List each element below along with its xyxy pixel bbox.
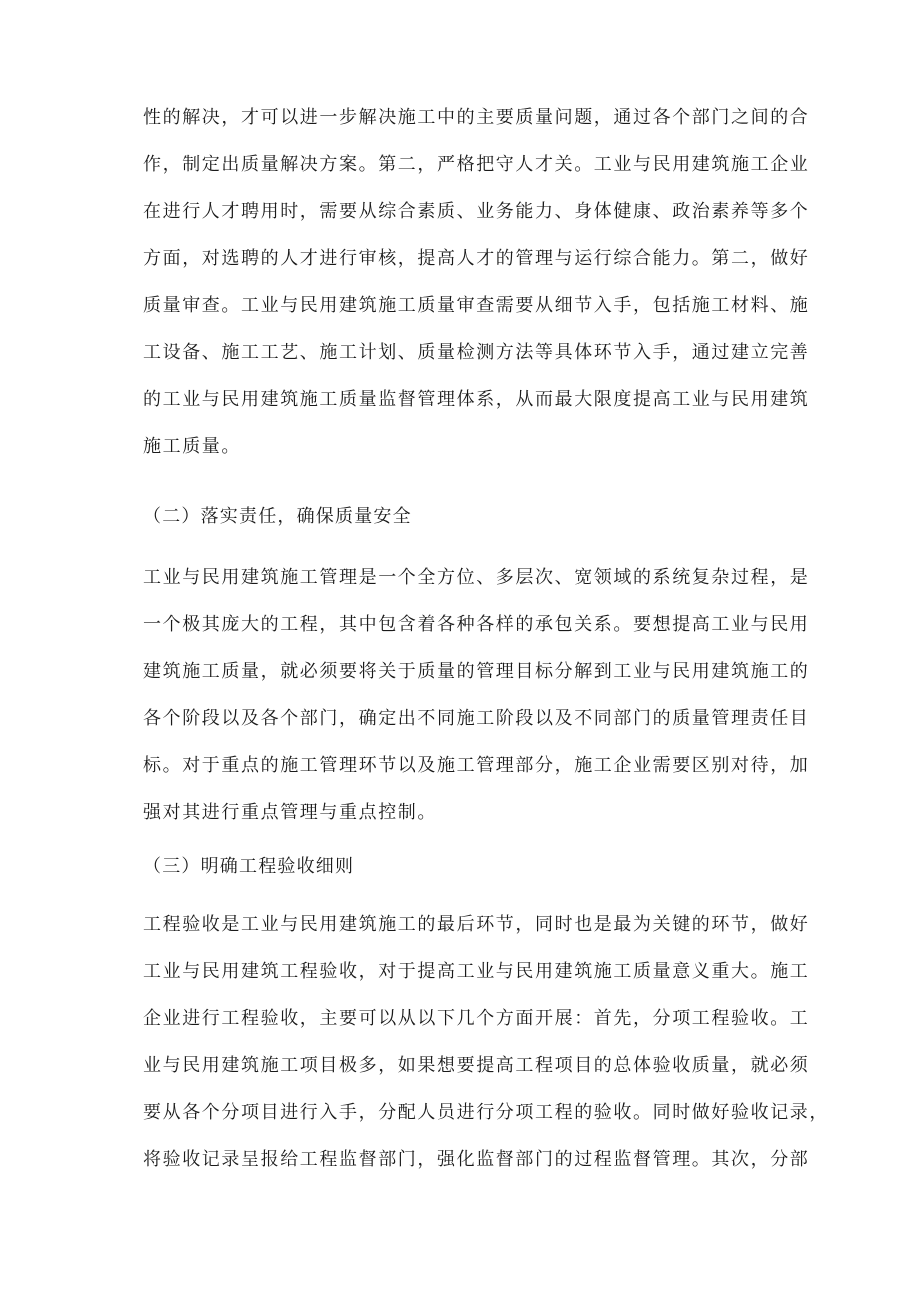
paragraph-line: 业与民用建筑施工项目极多，如果想要提高工程项目的总体验收质量，就必须 [143, 1055, 810, 1076]
paragraph-line: 强对其进行重点管理与重点控制。 [143, 802, 437, 823]
paragraph-line: 一个极其庞大的工程，其中包含着各种各样的承包关系。要想提高工业与民用 [143, 614, 810, 635]
paragraph-line: 在进行人才聘用时，需要从综合素质、业务能力、身体健康、政治素养等多个 [143, 201, 810, 222]
paragraph-line: 工程验收是工业与民用建筑施工的最后环节，同时也是最为关键的环节，做好 [143, 914, 810, 935]
paragraph-line: 工设备、施工工艺、施工计划、质量检测方法等具体环节入手，通过建立完善 [143, 342, 810, 363]
paragraph-line: 作，制定出质量解决方案。第二，严格把守人才关。工业与民用建筑施工企业 [143, 154, 810, 175]
paragraph-line: 将验收记录呈报给工程监督部门，强化监督部门的过程监督管理。其次，分部 [143, 1149, 810, 1170]
paragraph-line: 标。对于重点的施工管理环节以及施工管理部分，施工企业需要区别对待，加 [143, 755, 810, 776]
section-heading-3: （三）明确工程验收细则 [143, 856, 355, 877]
paragraph-line: 企业进行工程验收，主要可以从以下几个方面开展：首先，分项工程验收。工 [143, 1008, 810, 1029]
paragraph-line: 施工质量。 [143, 436, 241, 457]
paragraph-line: 要从各个分项目进行入手，分配人员进行分项工程的验收。同时做好验收记录， [143, 1102, 829, 1123]
paragraph-line: 的工业与民用建筑施工质量监督管理体系，从而最大限度提高工业与民用建筑 [143, 389, 810, 410]
paragraph-line: 工业与民用建筑工程验收，对于提高工业与民用建筑施工质量意义重大。施工 [143, 961, 810, 982]
paragraph-line: 建筑施工质量，就必须要将关于质量的管理目标分解到工业与民用建筑施工的 [143, 661, 810, 682]
section-heading-2: （二）落实责任，确保质量安全 [143, 506, 412, 527]
paragraph-line: 工业与民用建筑施工管理是一个全方位、多层次、宽领域的系统复杂过程，是 [143, 567, 810, 588]
paragraph-line: 质量审查。工业与民用建筑施工质量审查需要从细节入手，包括施工材料、施 [143, 295, 810, 316]
paragraph-line: 性的解决，才可以进一步解决施工中的主要质量问题，通过各个部门之间的合 [143, 107, 810, 128]
paragraph-line: 各个阶段以及各个部门，确定出不同施工阶段以及不同部门的质量管理责任目 [143, 708, 810, 729]
paragraph-line: 方面，对选聘的人才进行审核，提高人才的管理与运行综合能力。第二，做好 [143, 248, 810, 269]
